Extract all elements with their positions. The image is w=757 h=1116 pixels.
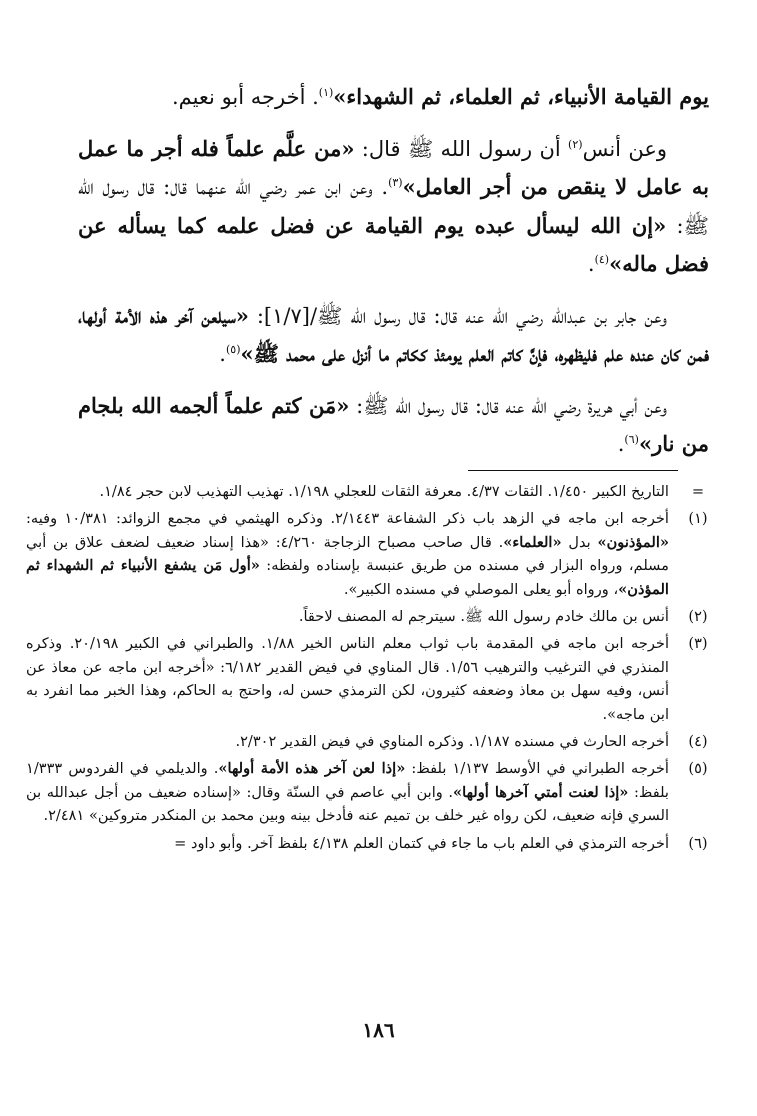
page-number: ١٨٦ (362, 1018, 395, 1042)
text-span: ، ورواه أبو يعلى الموصلي في مسنده الكبير». (343, 580, 619, 598)
text-span: بدل (561, 533, 598, 551)
text-span: أخرجه ابن ماجه في الزهد باب ذكر الشفاعة ٢/١٤٤٣. وذكره الهيثمي في مجمع الزوائد: ١٠/٣٨١ وفيه: (26, 510, 669, 528)
bold-span: «إذا لعنت أمتي آخرها أولها» (453, 783, 629, 801)
footnote-ref: (٥) (225, 343, 241, 356)
footnote-divider (468, 470, 678, 471)
text-span: أخرجه الطبراني في الأوسط ١/١٣٧ بلفظ: (405, 760, 669, 778)
paragraph-2 (78, 130, 709, 284)
footnote-number: (٥) (688, 760, 708, 778)
main-text (78, 78, 709, 477)
text-span: . (617, 432, 625, 456)
footnote-number: (٣) (688, 635, 708, 653)
hadith-quote: «من علَّم علماً فله أجر ما عمل به عامل لا ينقص من أجر العامل» (78, 135, 709, 199)
text-span: . والديلمي في الفردوس ١/٣٣٣ بلفظ: (26, 760, 669, 801)
footnote-1 (26, 507, 717, 601)
paragraph-4 (78, 387, 709, 464)
footnote-number: (٤) (688, 733, 708, 751)
text-span: وعن أبي هريرة رضي الله عنه قال: قال رسول الله ﷺ: (349, 393, 667, 418)
footnote-ref: (٤) (594, 253, 610, 266)
footnote-text: أخرجه ابن ماجه في المقدمة باب ثواب معلم الناس الخير ١/٨٨. والطبراني في الكبير ٢٠/١٩٨. وذكره المنذري في الترغيب والترهيب ١/٥٦. قال المناوي في فيض القدير ٦/١٨٢: «أخرجه ابن ماجه عن معاذ عن أنس، وفيه سهل بن معاذ وضعفه كثيرون، لكن الترمذي حسن له، واحتج به الحاكم، وهذا الخبر مما انفرد به ابن ماجه». (26, 635, 669, 723)
text-span: . (219, 342, 226, 366)
hadith-quote: «إن الله ليسأل عبده يوم القيامة عن فضل علمه كما يسأله عن فضل ماله» (78, 212, 709, 276)
footnotes (26, 480, 717, 859)
text-span: . وابن أبي عاصم في السنّة وقال: «إسناده ضعيف من أجل عبدالله بن السري فإنه ضعيف، لكن رواه غير خلف بن تميم عنه فأدخل بينه وبين محمد بن المنكدر متروكين» ٢/٤٨١. (26, 783, 669, 825)
footnote-ref: (١) (318, 86, 334, 99)
footnote-ref: (٦) (624, 433, 639, 446)
footnote-text: أخرجه الترمذي في العلم باب ما جاء في كتمان العلم ٤/١٣٨ بلفظ آخر. وأبو داود = (174, 834, 669, 852)
hadith-quote: «مَن كتم علماً ألجمه الله بلجام من نار» (78, 392, 709, 456)
bold-span: «المؤذنون» (597, 533, 669, 551)
text-span: . (587, 252, 595, 276)
footnote-continuation (26, 480, 717, 503)
text-span: وعن أنس (582, 136, 667, 161)
bold-span: «العلماء» (503, 533, 562, 551)
text-span: . وعن ابن عمر رضي الله عنهما قال: قال رسول الله ﷺ: (78, 175, 710, 238)
bold-span: «إذا لعن آخر هذه الأمة أولها» (218, 760, 406, 778)
bold-span: «أول مَن يشفع الأنبياء ثم الشهداء ثم المؤذن» (26, 557, 669, 598)
hadith-quote: يوم القيامة الأنبياء، ثم العلماء، ثم الشهداء» (333, 84, 709, 109)
continuation-mark: = (691, 483, 705, 500)
footnote-2 (26, 605, 717, 628)
paragraph-3 (78, 297, 709, 374)
footnote-number: (٢) (688, 608, 708, 626)
footnote-6 (26, 832, 717, 855)
hadith-quote: «سيلعن آخر هذه الأمة أولها، فمن كان عنده علم فليظهره، فإنَّ كاتم العلم يومئذ ككاتم ما أنزل على محمد ﷺ» (78, 302, 709, 366)
footnote-ref: (٣) (388, 176, 403, 189)
footnote-5 (26, 757, 717, 827)
text-span: . أخرجه أبو نعيم. (171, 85, 319, 109)
footnote-number: (٦) (688, 834, 708, 852)
text-span: أن رسول الله ﷺ قال: (354, 136, 569, 161)
footnote-3 (26, 632, 717, 726)
footnote-4 (26, 730, 717, 753)
footnote-number: (١) (688, 510, 708, 528)
text-span: . قال صاحب مصباح الزجاجة ٤/٢٦٠: «هذا إسناد ضعيف لضعف علاق بن أبي مسلم، ورواه البزار في مسنده من طريق عنبسة بإسناده ولفظه: (26, 533, 669, 575)
paragraph-1 (78, 78, 709, 117)
footnote-text: أخرجه الحارث في مسنده ١/١٨٧. وذكره المناوي في فيض القدير ٢/٣٠٢. (235, 733, 669, 751)
footnote-text: التاريخ الكبير ١/٤٥٠. الثقات ٤/٣٧. معرفة الثقات للعجلي ١/١٩٨. تهذيب التهذيب لابن حجر ١/٨٤. (99, 483, 669, 500)
footnote-text: أنس بن مالك خادم رسول الله ﷺ. سيترجم له المصنف لاحقاً. (298, 608, 669, 626)
footnote-text (26, 507, 669, 601)
footnote-ref: (٢) (568, 137, 583, 151)
footnote-text (26, 757, 669, 827)
text-span: وعن جابر بن عبدالله رضي الله عنه قال: قال رسول الله ﷺ/[١/٧]: (248, 303, 667, 328)
